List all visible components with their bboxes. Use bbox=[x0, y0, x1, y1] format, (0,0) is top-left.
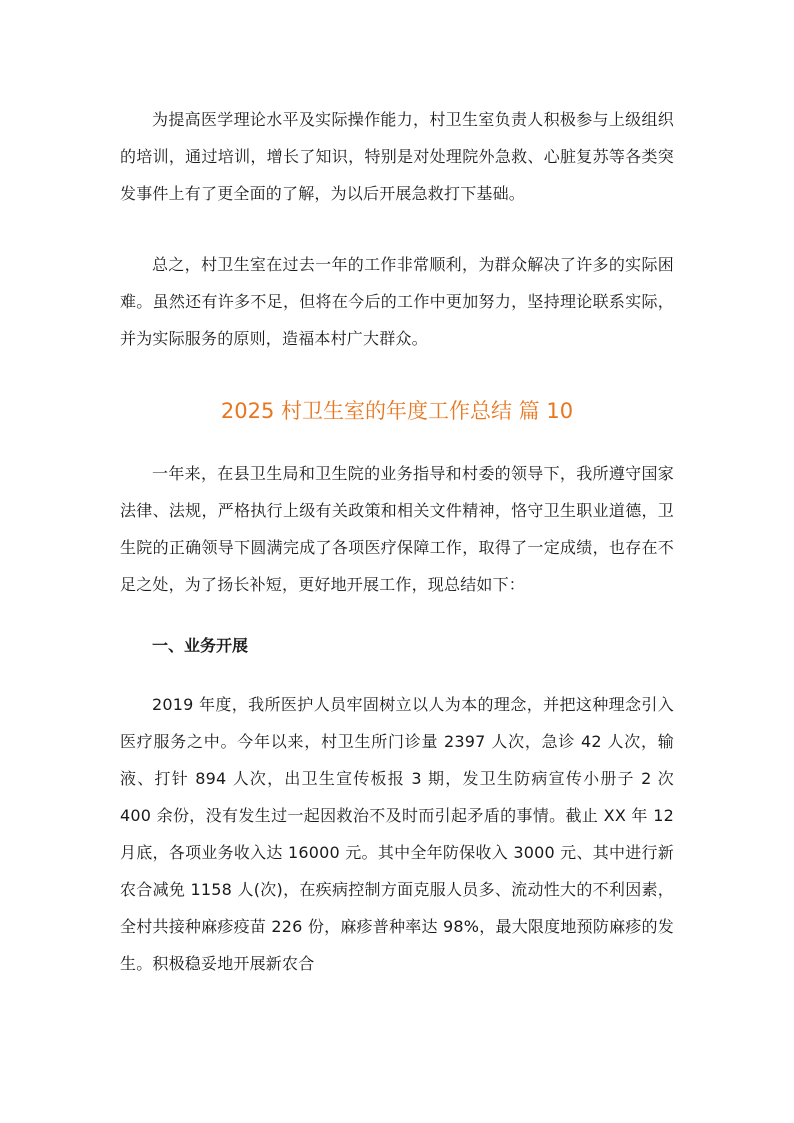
document-page bbox=[120, 101, 674, 982]
paragraph-summary: 总之，村卫生室在过去一年的工作非常顺利，为群众解决了许多的实际困难。虽然还有许多不足，但将在今后的工作中更加努力，坚持理论联系实际，并为实际服务的原则，造福本村广大群众。 bbox=[120, 255, 674, 348]
paragraph-intro: 一年来，在县卫生局和卫生院的业务指导和村委的领导下，我所遵守国家法律、法规，严格执行上级有关政策和相关文件精神，恪守卫生职业道德，卫生院的正确领导下圆满完成了各项医疗保障工作，取得了一定成绩，也存在不足之处，为了扬长补短，更好地开展工作，现总结如下： bbox=[120, 464, 674, 594]
paragraph-training: 为提高医学理论水平及实际操作能力，村卫生室负责人积极参与上级组织的培训，通过培训，增长了知识，特别是对处理院外急救、心脏复苏等各类突发事件上有了更全面的了解，为以后开展急救打下基础。 bbox=[120, 110, 674, 203]
section-title: 2025 村卫生室的年度工作总结 篇 10 bbox=[220, 399, 574, 423]
paragraph-business: 2019 年度，我所医护人员牢固树立以人为本的理念，并把这种理念引入医疗服务之中。今年以来，村卫生所门诊量 2397 人次，急诊 42 人次，输液、打针 894 人次，出卫生宣传板报 3 期，发卫生防病宣传小册子 2 次 400 余份，没有发生过一起因救治不及时而引起矛盾的事情。截止 XX 年 12 月底，各项业务收入达 16000 元。其中全年防保收入 3000 元、其中进行新农合减免 1158 人(次)，在疾病控制方面克服人员多、流动性大的不利因素，全村共接种麻疹疫苗 226 份，麻疹普种率达 98%，最大限度地预防麻疹的发生。积极稳妥地开展新农合 bbox=[120, 695, 674, 973]
heading-business: 一、业务开展 bbox=[152, 636, 249, 655]
